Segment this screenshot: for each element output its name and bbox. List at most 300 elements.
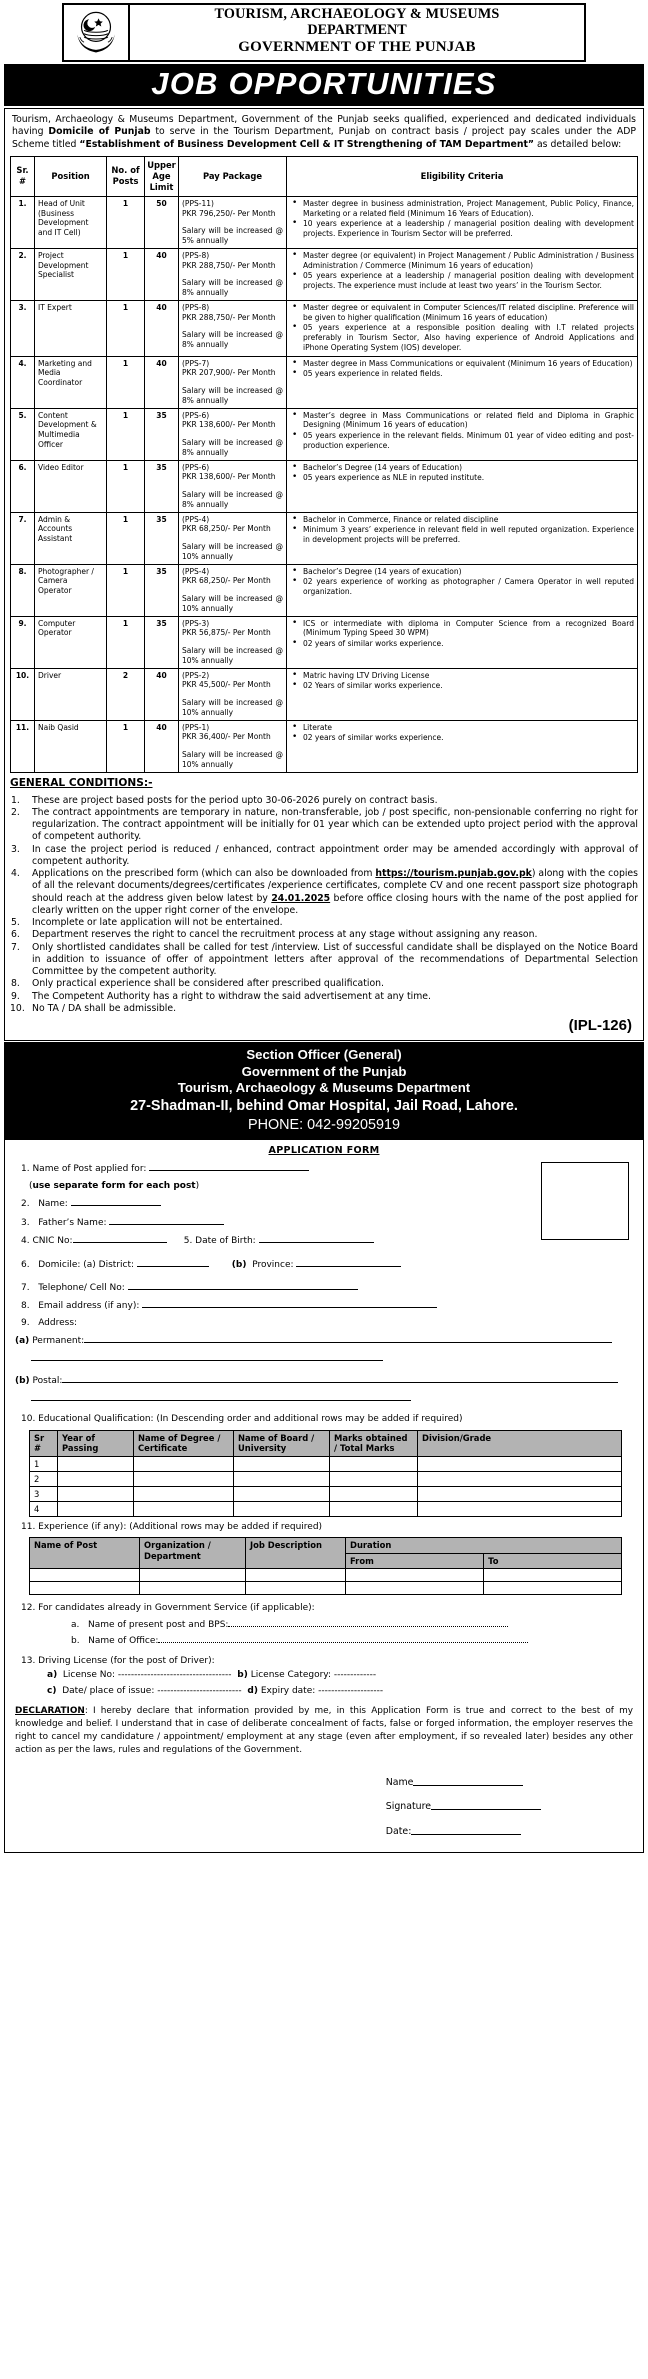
dept-line-1: TOURISM, ARCHAEOLOGY & MUSEUMS (214, 6, 500, 22)
cell-sr: 7. (11, 512, 35, 564)
pay-increment: Salary will be increased @ 10% annually (182, 698, 283, 717)
cell-eligibility (287, 300, 638, 356)
cell-sr: 6. (11, 460, 35, 512)
cell-sr: 8. (11, 564, 35, 616)
declaration-paragraph (15, 1705, 633, 1757)
eligibility-list (290, 463, 634, 484)
col-header-position: Position (35, 156, 107, 196)
label-post-applied: 1. Name of Post applied for: (21, 1164, 147, 1175)
department-title (130, 5, 584, 60)
table-row (11, 616, 638, 668)
label-permanent-a: (a) (15, 1336, 30, 1347)
label-address: Address: (38, 1317, 78, 1328)
pay-scale: (PPS-6) (182, 410, 210, 420)
exp-col-duration: Duration (346, 1538, 622, 1554)
edu-cell-degree[interactable] (134, 1471, 234, 1486)
eligibility-item: • Bachelor’s Degree (14 years of exucation) (290, 567, 634, 577)
edu-cell-year[interactable] (58, 1501, 134, 1516)
general-conditions-title: GENERAL CONDITIONS:- (10, 776, 153, 789)
exp-col-jobdesc: Job Description (246, 1538, 346, 1569)
phone-number: 042-99205919 (307, 1116, 401, 1133)
label-sign-date: Date: (385, 1825, 412, 1837)
cell-age-limit: 35 (145, 408, 179, 460)
signature-name-row (386, 1771, 633, 1795)
table-row (11, 300, 638, 356)
label-father-name: Father’s Name: (38, 1217, 107, 1228)
col-header-posts: No. of Posts (107, 156, 145, 196)
cell-sr: 4. (11, 356, 35, 408)
cell-pay-package (179, 616, 287, 668)
edu-cell-marks[interactable] (330, 1456, 418, 1471)
signature-block (15, 1771, 633, 1844)
pay-scale: (PPS-4) (182, 514, 210, 524)
table-row (11, 564, 638, 616)
intro-part-1: Tourism, Archaeology & Museums Department, Government of the Punjab seeks qualified, experienced and dedicated individuals having (12, 113, 636, 138)
pay-increment: Salary will be increased @ 8% annually (182, 438, 283, 457)
pay-amount: PKR 45,500/- Per Month (182, 680, 271, 690)
label-email: Email address (if any): (38, 1300, 140, 1311)
input-cnic[interactable] (73, 1232, 167, 1243)
eligibility-item: • Master degree (or equivalent) in Project Management / Public Administration / Business Administration / Commerce (Minimum 16 years of education) (290, 251, 634, 271)
cell-position: Video Editor (35, 460, 107, 512)
signature-date-row (386, 1820, 633, 1844)
intro-bold-domicile: Domicile of Punjab (48, 126, 151, 138)
pay-scale: (PPS-2) (182, 670, 210, 680)
label-domicile-b: (b) (231, 1259, 247, 1270)
condition-number: 10. (10, 1003, 25, 1015)
address-line-street: 27-Shadman-II, behind Omar Hospital, Jail Road, Lahore. (130, 1097, 518, 1114)
education-header-row (30, 1430, 622, 1456)
input-expiry-date[interactable]: -------------------- (318, 1686, 384, 1697)
input-postal-2[interactable] (31, 1390, 411, 1401)
cell-eligibility (287, 616, 638, 668)
eligibility-list (290, 359, 634, 380)
cell-age-limit: 40 (145, 300, 179, 356)
eligibility-item: • 10 years experience at a leadership / managerial position dealing with development projects. Experience in Tourism Sector will be preferred. (290, 219, 634, 239)
eligibility-item: • 05 years experience in the relevant fields. Minimum 01 year of video editing and post-production experience. (290, 431, 634, 451)
cell-pay-package (179, 196, 287, 248)
input-license-category[interactable]: ------------- (333, 1670, 377, 1680)
edu-cell-board[interactable] (234, 1501, 330, 1516)
bullet-12a: a. (71, 1619, 80, 1630)
edu-cell-division[interactable] (418, 1501, 622, 1516)
cell-eligibility (287, 356, 638, 408)
table-row[interactable] (30, 1501, 622, 1516)
intro-paragraph (10, 113, 638, 156)
signature-sign-row (386, 1795, 633, 1819)
condition-number: 3. (11, 843, 20, 855)
general-condition-item: 9. The Competent Authority has a right to withdraw the said advertisement at any time. (11, 990, 431, 1002)
label-telephone: Telephone/ Cell No: (38, 1282, 125, 1293)
pay-increment: Salary will be increased @ 8% annually (182, 386, 283, 405)
eligibility-item: • 02 years of similar works experience. (290, 733, 634, 743)
exp-col-org: Organization / Department (140, 1538, 246, 1569)
field-license-no-cat (15, 1668, 633, 1683)
crest-container (64, 5, 130, 60)
field-present-post (15, 1616, 633, 1633)
cell-eligibility (287, 512, 638, 564)
cell-age-limit: 40 (145, 356, 179, 408)
cell-pay-package (179, 248, 287, 300)
cell-position: Content Development & Multimedia Officer (35, 408, 107, 460)
pay-increment: Salary will be increased @ 10% annually (182, 542, 283, 561)
pay-amount: PKR 138,600/- Per Month (182, 472, 276, 482)
eligibility-list (290, 671, 634, 692)
cell-position: Project Development Specialist (35, 248, 107, 300)
address-phone (4, 1116, 644, 1135)
cell-posts: 2 (107, 668, 145, 720)
condition-number: 8. (11, 978, 20, 990)
field-postal-address-line2 (15, 1390, 633, 1408)
table-row[interactable] (30, 1486, 622, 1501)
cell-eligibility (287, 720, 638, 772)
input-license-no[interactable]: ----------------------------------- (117, 1670, 232, 1680)
address-line-government: Government of the Punjab (241, 1063, 407, 1079)
input-post-applied[interactable] (149, 1160, 309, 1171)
cell-eligibility (287, 460, 638, 512)
input-province[interactable] (296, 1256, 401, 1267)
eligibility-item: • 05 years experience at a responsible position dealing with I.T related projects preferably in Tourism Sector, Also having experience of Android Applications and iPhone Operating System (IOS) developer. (290, 323, 634, 352)
cell-age-limit: 50 (145, 196, 179, 248)
num-7: 7. (21, 1282, 30, 1293)
cell-posts: 1 (107, 616, 145, 668)
eligibility-item: • Master degree or equivalent in Computer Sciences/IT related discipline. Preference will be given to higher qualification (Minimum 16 years of education) (290, 303, 634, 323)
cell-posts: 1 (107, 408, 145, 460)
table-row (11, 196, 638, 248)
edu-cell-board[interactable] (234, 1471, 330, 1486)
edu-col-board: Name of Board / University (234, 1430, 330, 1456)
cell-posts: 1 (107, 564, 145, 616)
input-district[interactable] (137, 1256, 209, 1267)
eligibility-item: • 02 Years of similar works experience. (290, 681, 634, 691)
edu-cell-degree[interactable] (134, 1486, 234, 1501)
edu-col-degree: Name of Degree / Certificate (134, 1430, 234, 1456)
input-sign-date[interactable] (411, 1828, 521, 1835)
address-line-department: Tourism, Archaeology & Museums Department (177, 1080, 471, 1096)
input-sign-name[interactable] (413, 1779, 523, 1786)
eligibility-item: • Minimum 3 years’ experience in relevant field in well reputed organization. Experience in development projects will be preferred. (290, 525, 634, 545)
dept-line-2: DEPARTMENT (307, 21, 407, 38)
num-8: 8. (21, 1300, 30, 1311)
pay-amount: PKR 288,750/- Per Month (182, 260, 276, 270)
cell-position: Head of Unit (Business Development and IT Cell) (35, 196, 107, 248)
cell-sr: 10. (11, 668, 35, 720)
col-header-sr: Sr. # (11, 156, 35, 196)
table-row[interactable] (30, 1456, 622, 1471)
input-permanent-1[interactable] (84, 1332, 612, 1343)
pay-increment: Salary will be increased @ 10% annually (182, 750, 283, 769)
eligibility-list (290, 723, 634, 744)
eligibility-list (290, 411, 634, 451)
table-row (11, 512, 638, 564)
edu-cell-degree[interactable] (134, 1501, 234, 1516)
label-cnic: 4. CNIC No: (21, 1235, 73, 1246)
input-dob[interactable] (259, 1232, 374, 1243)
edu-cell-marks[interactable] (330, 1486, 418, 1501)
edu-cell-sr: 1 (30, 1456, 58, 1471)
cell-pay-package (179, 564, 287, 616)
col-header-age: Upper Age Limit (145, 156, 179, 196)
col-header-eligibility: Eligibility Criteria (287, 156, 638, 196)
intro-part-3: as detailed below: (534, 139, 622, 151)
input-father-name[interactable] (109, 1214, 224, 1225)
eligibility-list (290, 199, 634, 239)
general-condition-item: 6. Department reserves the right to cancel the recruitment process at any stage without assigning any reason. (11, 929, 538, 941)
general-condition-item: 5. Incomplete or late application will not be entertained. (11, 917, 283, 929)
cell-posts: 1 (107, 356, 145, 408)
eligibility-list (290, 515, 634, 545)
cell-posts: 1 (107, 196, 145, 248)
label-office-name: Name of Office: (88, 1636, 159, 1647)
general-condition-item: 3. In case the project period is reduced / enhanced, contract appointment order may be amended accordingly with approval of competent authority. (11, 843, 638, 867)
label-experience: 11. Experience (if any): (Additional rows may be added if required) (21, 1521, 323, 1532)
cell-age-limit: 40 (145, 720, 179, 772)
pay-increment: Salary will be increased @ 10% annually (182, 594, 283, 613)
cell-age-limit: 35 (145, 564, 179, 616)
input-date-place-issue[interactable]: -------------------------- (157, 1686, 242, 1697)
input-permanent-2[interactable] (31, 1350, 383, 1361)
experience-header-row (30, 1538, 622, 1554)
contact-address-block (4, 1042, 644, 1140)
general-condition-item: 7. Only shortlisted candidates shall be called for test /interview. List of successful candidate shall be displayed on the Notice Board in addition to issuance of offer of appointment letters after approval of the recommendations of Departmental Selection Committee by the competent authority. (11, 941, 638, 978)
cell-sr: 1. (11, 196, 35, 248)
cell-sr: 2. (11, 248, 35, 300)
condition-number: 4. (11, 868, 20, 880)
field-postal-address (15, 1372, 633, 1390)
edu-col-sr: Sr # (30, 1430, 58, 1456)
cell-pay-package (179, 300, 287, 356)
cell-pay-package (179, 720, 287, 772)
eligibility-list (290, 567, 634, 597)
application-form-title: APPLICATION FORM (268, 1145, 380, 1157)
pay-amount: PKR 288,750/- Per Month (182, 312, 276, 322)
cell-position: Marketing and Media Coordinator (35, 356, 107, 408)
general-condition-item: 8. Only practical experience shall be considered after prescribed qualification. (11, 978, 385, 990)
table-row[interactable] (30, 1471, 622, 1486)
cell-sr: 3. (11, 300, 35, 356)
application-form-link[interactable]: https://tourism.punjab.gov.pk (375, 868, 532, 880)
eligibility-item: • Master degree in business administration, Project Management, Public Policy, Finance, Marketing or a related field (Minimum 16 Years of Education). (290, 199, 634, 219)
eligibility-item: • Bachelor’s Degree (14 years of Education) (290, 463, 634, 473)
exp-col-to: To (484, 1553, 622, 1569)
cell-position: Photographer / Camera Operator (35, 564, 107, 616)
label-sign-name: Name (385, 1777, 414, 1789)
intro-part-2: to serve in the Tourism Department, Punjab on contract basis / project pay scales under the ADP Scheme titled (12, 126, 636, 151)
bullet-13d: d) (247, 1686, 258, 1697)
pay-increment: Salary will be increased @ 8% annually (182, 490, 283, 509)
eligibility-item: • 02 years experience of working as photographer / Camera Operator in well reputed organization. (290, 577, 634, 597)
cell-pay-package (179, 408, 287, 460)
eligibility-item: • Matric having LTV Driving License (290, 671, 634, 681)
declaration-text: : I hereby declare that information provided by me, in this Application Form is true and correct to the best of my knowledge and belief. I understand that in case of deliberate concealment of facts, false or forged information, the employer reserves the right to cancel my candidature / appointment/ employment at any stage (even after employment, if so revealed later) besides any other action as per the laws, rules and regulations of the Government. (15, 1706, 633, 1756)
general-conditions-list (10, 795, 638, 1016)
num-3: 3. (21, 1217, 30, 1228)
form-top-section (15, 1160, 633, 1274)
edu-col-year: Year of Passing (58, 1430, 134, 1456)
edu-cell-sr: 4 (30, 1501, 58, 1516)
input-email[interactable] (142, 1297, 437, 1308)
cell-pay-package (179, 512, 287, 564)
cell-eligibility (287, 408, 638, 460)
ipl-code: (IPL-126) (568, 1017, 632, 1035)
input-name[interactable] (71, 1195, 161, 1206)
field-permanent-address-line2 (15, 1350, 633, 1368)
general-condition-item: 4. Applications on the prescribed form (which can also be downloaded from https://tourism.punjab.gov.pk) along with the copies of all the relevant documents/degrees/certificates /experience certificates, complete CV and one recent passport size photograph should reach at the address given below latest by 24.01.2025 before office closing hours with the name of the post applied for clearly written on the upper right corner of the envelope. (11, 868, 638, 916)
intro-bold-scheme: “Establishment of Business Development Cell & IT Strengthening of TAM Department” (79, 139, 535, 151)
eligibility-item: • Master degree in Mass Communications or equivalent (Minimum 16 years of Education) (290, 359, 634, 369)
input-office-name[interactable] (158, 1632, 528, 1643)
field-license-issue-expiry (15, 1683, 633, 1700)
table-row[interactable] (30, 1569, 622, 1582)
experience-body (30, 1569, 622, 1595)
cell-pay-package (179, 356, 287, 408)
label-expiry-date: Expiry date: (260, 1686, 316, 1697)
table-row (11, 248, 638, 300)
pay-increment: Salary will be increased @ 8% annually (182, 278, 283, 297)
cell-pay-package (179, 668, 287, 720)
label-permanent: Permanent: (32, 1336, 85, 1347)
job-opportunities-banner (4, 64, 644, 106)
edu-cell-sr: 3 (30, 1486, 58, 1501)
cell-age-limit: 35 (145, 460, 179, 512)
bullet-12b: b. (71, 1636, 80, 1647)
field-address (15, 1315, 633, 1332)
cell-posts: 1 (107, 300, 145, 356)
cell-position: Naib Qasid (35, 720, 107, 772)
table-row (11, 720, 638, 772)
label-postal-b: (b) (15, 1376, 30, 1387)
cell-posts: 1 (107, 248, 145, 300)
phone-label: PHONE: (247, 1116, 304, 1133)
eligibility-item: • ICS or intermediate with diploma in Computer Science from a recognized Board (Minimum Typing Speed 30 WPM) (290, 619, 634, 639)
table-row (11, 356, 638, 408)
pay-amount: PKR 138,600/- Per Month (182, 420, 276, 430)
field-office-name (15, 1632, 633, 1649)
table-row (11, 460, 638, 512)
cell-pay-package (179, 460, 287, 512)
edu-cell-division[interactable] (418, 1486, 622, 1501)
label-present-post: Name of present post and BPS: (87, 1619, 229, 1630)
eligibility-list (290, 303, 634, 353)
pay-amount: PKR 68,250/- Per Month (182, 524, 271, 534)
label-postal: Postal: (32, 1376, 63, 1387)
num-2: 2. (21, 1199, 30, 1210)
general-condition-item: 10. No TA / DA shall be admissible. (10, 1003, 177, 1015)
cell-posts: 1 (107, 720, 145, 772)
field-telephone (15, 1279, 633, 1297)
cell-age-limit: 35 (145, 512, 179, 564)
input-sign-signature[interactable] (431, 1803, 541, 1810)
pay-amount: PKR 796,250/- Per Month (182, 208, 276, 218)
input-postal-1[interactable] (62, 1372, 618, 1383)
edu-cell-sr: 2 (30, 1471, 58, 1486)
label-govt-service: 12. For candidates already in Government Service (if applicable): (21, 1603, 315, 1614)
num-6: 6. (21, 1259, 30, 1270)
banner-text: JOB OPPORTUNITIES (151, 65, 497, 101)
col-header-pay: Pay Package (179, 156, 287, 196)
pay-increment: Salary will be increased @ 8% annually (182, 330, 283, 349)
pay-amount: PKR 56,875/- Per Month (182, 628, 271, 638)
edu-cell-board[interactable] (234, 1486, 330, 1501)
advert-body (4, 108, 644, 1042)
condition-number: 9. (11, 990, 20, 1002)
bullet-13a: a) (47, 1670, 58, 1680)
condition-number: 1. (11, 794, 20, 806)
edu-cell-division[interactable] (418, 1456, 622, 1471)
bullet-13c: c) (47, 1686, 57, 1697)
exp-col-from: From (346, 1553, 484, 1569)
edu-cell-marks[interactable] (330, 1501, 418, 1516)
cell-posts: 1 (107, 460, 145, 512)
edu-cell-year[interactable] (58, 1456, 134, 1471)
field-domicile (15, 1256, 633, 1274)
pay-amount: PKR 36,400/- Per Month (182, 732, 271, 742)
edu-cell-division[interactable] (418, 1471, 622, 1486)
cell-sr: 11. (11, 720, 35, 772)
pay-increment: Salary will be increased @ 10% annually (182, 646, 283, 665)
edu-cell-marks[interactable] (330, 1471, 418, 1486)
cell-eligibility (287, 196, 638, 248)
cell-position: Admin & Accounts Assistant (35, 512, 107, 564)
address-line-officer: Section Officer (General) (246, 1047, 402, 1063)
pay-scale: (PPS-11) (182, 198, 214, 208)
field-email (15, 1297, 633, 1315)
edu-cell-year[interactable] (58, 1486, 134, 1501)
eligibility-item: • Bachelor in Commerce, Finance or related discipline (290, 515, 634, 525)
pay-scale: (PPS-3) (182, 618, 210, 628)
note-separate-form: (use separate form for each post) (29, 1181, 200, 1192)
pay-scale: (PPS-7) (182, 358, 210, 368)
label-date-place-issue: Date/ place of issue: (62, 1686, 155, 1697)
pay-increment: Salary will be increased @ 5% annually (182, 226, 283, 245)
edu-col-division: Division/Grade (418, 1430, 622, 1456)
input-present-post[interactable] (228, 1616, 508, 1627)
label-driving-license: 13. Driving License (for the post of Driver): (21, 1655, 215, 1666)
cell-age-limit: 40 (145, 248, 179, 300)
table-row[interactable] (30, 1582, 622, 1595)
label-license-no: License No: (62, 1670, 115, 1680)
eligibility-item: • Literate (290, 723, 634, 733)
label-domicile-district: Domicile: (a) District: (38, 1259, 135, 1270)
positions-table (10, 156, 638, 773)
label-province: Province: (252, 1259, 294, 1270)
eligibility-item: • Master’s degree in Mass Communications or related field and Diploma in Graphic Designing (Minimum 16 years of education) (290, 411, 634, 431)
eligibility-list (290, 619, 634, 649)
cell-sr: 5. (11, 408, 35, 460)
department-header (62, 3, 586, 62)
pay-amount: PKR 207,900/- Per Month (182, 368, 276, 378)
pay-scale: (PPS-4) (182, 566, 210, 576)
edu-cell-board[interactable] (234, 1456, 330, 1471)
photograph-box[interactable] (541, 1162, 629, 1240)
eligibility-item: • 05 years experience in related fields. (290, 369, 634, 379)
num-9: 9. (21, 1317, 30, 1328)
edu-col-marks: Marks obtained / Total Marks (330, 1430, 418, 1456)
cell-age-limit: 35 (145, 616, 179, 668)
table-row (11, 408, 638, 460)
edu-cell-degree[interactable] (134, 1456, 234, 1471)
application-form (4, 1140, 644, 1853)
edu-cell-year[interactable] (58, 1471, 134, 1486)
pay-scale: (PPS-8) (182, 250, 210, 260)
cell-age-limit: 40 (145, 668, 179, 720)
label-name: Name: (38, 1199, 68, 1210)
pay-scale: (PPS-1) (182, 722, 210, 732)
input-telephone[interactable] (128, 1279, 358, 1290)
note-separate-form-bold: use separate form for each post (32, 1181, 196, 1192)
cell-position: IT Expert (35, 300, 107, 356)
eligibility-item: • 05 years experience at a leadership / managerial position dealing with development projects. The experience must include at least two years’ in the Tourism Sector. (290, 271, 634, 291)
